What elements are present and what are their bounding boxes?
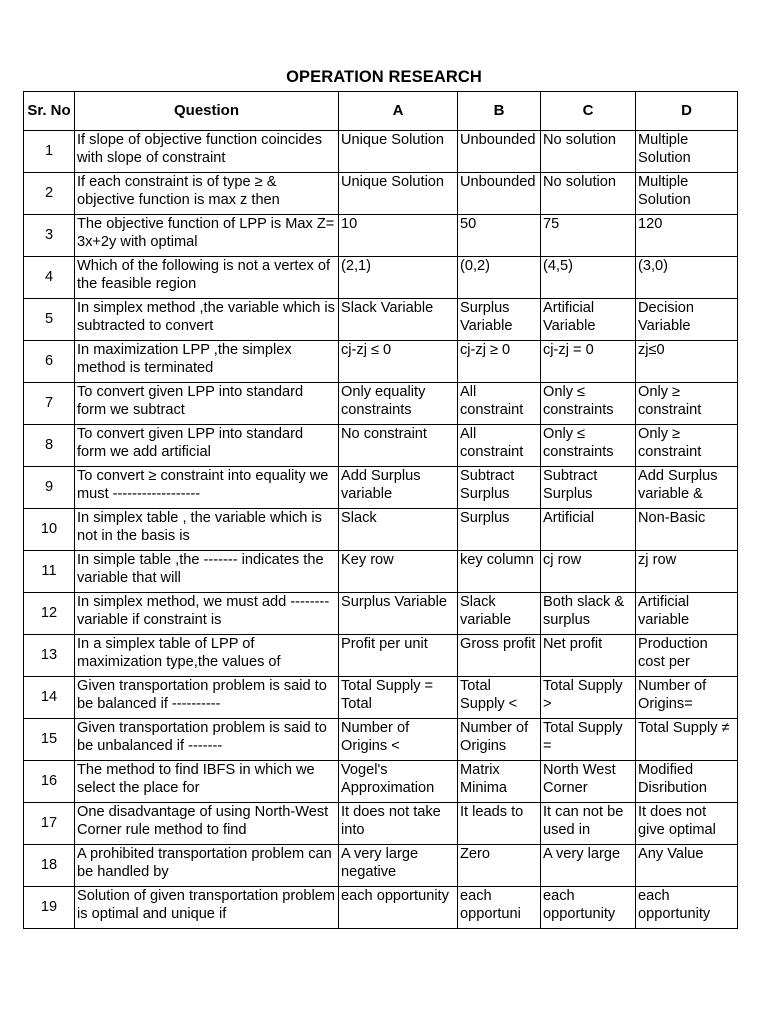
- question-cell: [75, 635, 339, 677]
- option-b-cell: [458, 215, 541, 257]
- option-b-cell-text: Unbounded: [460, 132, 536, 148]
- question-cell: [75, 719, 339, 761]
- option-d-cell: [636, 215, 738, 257]
- option-c-cell: [541, 845, 636, 887]
- option-b-cell: [458, 761, 541, 803]
- option-a-cell-text: 10: [341, 216, 358, 232]
- option-b-cell: [458, 173, 541, 215]
- sr-no-cell: 1: [24, 131, 75, 173]
- table-row: [24, 887, 738, 929]
- header-row: [24, 92, 738, 131]
- header-question: Question: [75, 92, 339, 131]
- option-d-cell-text: zj≤0: [638, 342, 665, 358]
- option-c-cell: [541, 425, 636, 467]
- option-c-cell: [541, 299, 636, 341]
- option-d-cell-text: Modified Disribution: [638, 762, 707, 797]
- question-cell: [75, 593, 339, 635]
- option-b-cell: [458, 257, 541, 299]
- option-a-cell: [339, 593, 458, 635]
- option-a-cell-text: Slack Variable: [341, 300, 434, 316]
- option-a-cell: [339, 509, 458, 551]
- option-d-cell: [636, 299, 738, 341]
- question-cell: [75, 803, 339, 845]
- option-d-cell-text: zj row: [638, 552, 677, 568]
- option-c-cell: [541, 509, 636, 551]
- table-row: [24, 341, 738, 383]
- question-cell: [75, 131, 339, 173]
- question-cell-text: To convert given LPP into standard form we add artificial: [77, 426, 304, 461]
- question-cell-text: To convert given LPP into standard form we subtract: [77, 384, 304, 419]
- option-d-cell-text: each opportunity: [638, 888, 711, 923]
- question-cell-text: One disadvantage of using North-West Corner rule method to find: [77, 804, 329, 839]
- option-c-cell-text: It can not be used in: [543, 804, 624, 839]
- sr-no-cell: 6: [24, 341, 75, 383]
- option-d-cell-text: Production cost per: [638, 636, 708, 671]
- option-a-cell: [339, 467, 458, 509]
- sr-no-cell: 8: [24, 425, 75, 467]
- option-d-cell: [636, 509, 738, 551]
- question-cell-text: In maximization LPP ,the simplex method is terminated: [77, 342, 292, 377]
- option-d-cell: [636, 173, 738, 215]
- table-body: [24, 131, 738, 929]
- sr-no-cell: 19: [24, 887, 75, 929]
- question-cell: [75, 509, 339, 551]
- option-c-cell-text: each opportunity: [543, 888, 616, 923]
- table-row: [24, 131, 738, 173]
- option-c-cell: [541, 719, 636, 761]
- question-cell: [75, 425, 339, 467]
- option-a-cell-text: It does not take into: [341, 804, 441, 839]
- option-b-cell: [458, 383, 541, 425]
- option-a-cell: [339, 761, 458, 803]
- option-b-cell: [458, 887, 541, 929]
- option-b-cell-text: Gross profit: [460, 636, 536, 652]
- option-c-cell-text: Artificial: [543, 510, 595, 526]
- option-a-cell-text: Total Supply = Total: [341, 678, 434, 713]
- question-cell-text: Which of the following is not a vertex of the feasible region: [77, 258, 331, 293]
- option-d-cell-text: Number of Origins=: [638, 678, 707, 713]
- option-b-cell: [458, 551, 541, 593]
- option-c-cell-text: cj-zj = 0: [543, 342, 594, 358]
- table-row: [24, 383, 738, 425]
- option-d-cell: [636, 719, 738, 761]
- option-b-cell-text: Zero: [460, 846, 491, 862]
- option-d-cell: [636, 131, 738, 173]
- question-cell-text: The method to find IBFS in which we select the place for: [77, 762, 315, 797]
- option-c-cell-text: Net profit: [543, 636, 603, 652]
- sr-no-cell: 16: [24, 761, 75, 803]
- question-cell-text: Given transportation problem is said to be unbalanced if -------: [77, 720, 327, 755]
- option-d-cell-text: Decision Variable: [638, 300, 694, 335]
- header-d: D: [636, 92, 738, 131]
- option-b-cell: [458, 467, 541, 509]
- option-b-cell-text: All constraint: [460, 426, 524, 461]
- option-d-cell: [636, 803, 738, 845]
- option-a-cell: [339, 845, 458, 887]
- option-a-cell: [339, 383, 458, 425]
- option-b-cell-text: All constraint: [460, 384, 524, 419]
- option-c-cell: [541, 215, 636, 257]
- option-c-cell-text: Only ≤ constraints: [543, 384, 614, 419]
- option-d-cell-text: Only ≥ constraint: [638, 384, 702, 419]
- option-c-cell: [541, 635, 636, 677]
- option-a-cell-text: Vogel's Approximation: [341, 762, 435, 797]
- option-d-cell-text: (3,0): [638, 258, 669, 274]
- sr-no-cell: 4: [24, 257, 75, 299]
- option-a-cell-text: A very large negative: [341, 846, 419, 881]
- sr-no-cell: 13: [24, 635, 75, 677]
- option-a-cell-text: No constraint: [341, 426, 427, 442]
- table-row: [24, 425, 738, 467]
- table-row: [24, 719, 738, 761]
- option-c-cell-text: No solution: [543, 174, 617, 190]
- option-d-cell-text: Multiple Solution: [638, 174, 691, 209]
- option-c-cell-text: cj row: [543, 552, 582, 568]
- option-a-cell: [339, 131, 458, 173]
- option-d-cell: [636, 551, 738, 593]
- option-a-cell: [339, 299, 458, 341]
- option-b-cell: [458, 593, 541, 635]
- question-cell-text: Solution of given transportation problem is optimal and unique if: [77, 888, 335, 923]
- question-cell: [75, 551, 339, 593]
- header-a: A: [339, 92, 458, 131]
- option-d-cell-text: Only ≥ constraint: [638, 426, 702, 461]
- table-row: [24, 257, 738, 299]
- sr-no-cell: 10: [24, 509, 75, 551]
- option-d-cell: [636, 677, 738, 719]
- option-a-cell: [339, 677, 458, 719]
- option-d-cell: [636, 593, 738, 635]
- option-a-cell-text: Only equality constraints: [341, 384, 426, 419]
- option-b-cell-text: each opportuni: [460, 888, 521, 923]
- question-cell-text: Given transportation problem is said to be balanced if ----------: [77, 678, 327, 713]
- option-b-cell-text: Surplus: [460, 510, 510, 526]
- option-c-cell-text: Total Supply =: [543, 720, 623, 755]
- option-a-cell-text: Add Surplus variable: [341, 468, 421, 503]
- sr-no-cell: 14: [24, 677, 75, 719]
- option-b-cell: [458, 341, 541, 383]
- question-cell: [75, 677, 339, 719]
- option-c-cell: [541, 383, 636, 425]
- option-c-cell-text: Both slack & surplus: [543, 594, 625, 629]
- option-a-cell: [339, 719, 458, 761]
- question-cell-text: In simplex table , the variable which is not in the basis is: [77, 510, 322, 545]
- option-b-cell: [458, 803, 541, 845]
- table-row: [24, 593, 738, 635]
- option-d-cell: [636, 425, 738, 467]
- question-cell: [75, 761, 339, 803]
- table-row: [24, 845, 738, 887]
- option-b-cell-text: Total Supply <: [460, 678, 518, 713]
- option-a-cell-text: each opportunity: [341, 888, 449, 904]
- option-d-cell: [636, 761, 738, 803]
- question-cell: [75, 299, 339, 341]
- option-d-cell-text: Artificial variable: [638, 594, 690, 629]
- option-d-cell: [636, 467, 738, 509]
- option-d-cell: [636, 845, 738, 887]
- header-srno: Sr. No: [24, 92, 75, 131]
- table-row: [24, 509, 738, 551]
- option-c-cell: [541, 173, 636, 215]
- table-row: [24, 467, 738, 509]
- option-b-cell-text: key column: [460, 552, 534, 568]
- option-a-cell: [339, 803, 458, 845]
- option-c-cell-text: (4,5): [543, 258, 574, 274]
- option-c-cell-text: Total Supply >: [543, 678, 623, 713]
- question-cell-text: In simplex method, we must add -------- variable if constraint is: [77, 594, 330, 629]
- option-c-cell-text: 75: [543, 216, 560, 232]
- option-b-cell-text: Matrix Minima: [460, 762, 508, 797]
- option-b-cell: [458, 509, 541, 551]
- option-c-cell: [541, 887, 636, 929]
- option-c-cell-text: Only ≤ constraints: [543, 426, 614, 461]
- option-d-cell: [636, 635, 738, 677]
- option-c-cell: [541, 803, 636, 845]
- question-cell-text: In a simplex table of LPP of maximization type,the values of: [77, 636, 281, 671]
- option-a-cell-text: Key row: [341, 552, 394, 568]
- option-d-cell-text: It does not give optimal: [638, 804, 716, 839]
- option-c-cell-text: Artificial Variable: [543, 300, 596, 335]
- sr-no-cell: 11: [24, 551, 75, 593]
- option-c-cell: [541, 677, 636, 719]
- option-c-cell: [541, 593, 636, 635]
- option-d-cell-text: Multiple Solution: [638, 132, 691, 167]
- question-cell: [75, 383, 339, 425]
- table-row: [24, 551, 738, 593]
- question-cell: [75, 467, 339, 509]
- option-a-cell: [339, 551, 458, 593]
- option-a-cell: [339, 635, 458, 677]
- option-c-cell: [541, 761, 636, 803]
- option-d-cell-text: 120: [638, 216, 663, 232]
- option-b-cell-text: Subtract Surplus: [460, 468, 515, 503]
- option-c-cell: [541, 551, 636, 593]
- sr-no-cell: 7: [24, 383, 75, 425]
- option-a-cell-text: Slack: [341, 510, 377, 526]
- option-a-cell: [339, 215, 458, 257]
- option-a-cell-text: Surplus Variable: [341, 594, 447, 610]
- option-a-cell-text: Number of Origins <: [341, 720, 410, 755]
- question-table: [23, 91, 738, 929]
- option-c-cell: [541, 257, 636, 299]
- option-c-cell-text: North West Corner: [543, 762, 616, 797]
- option-d-cell-text: Total Supply ≠: [638, 720, 730, 736]
- header-c: C: [541, 92, 636, 131]
- option-b-cell: [458, 299, 541, 341]
- sr-no-cell: 12: [24, 593, 75, 635]
- table-row: [24, 299, 738, 341]
- option-a-cell: [339, 257, 458, 299]
- table-row: [24, 173, 738, 215]
- option-c-cell: [541, 467, 636, 509]
- option-b-cell: [458, 845, 541, 887]
- table-row: [24, 215, 738, 257]
- question-cell: [75, 845, 339, 887]
- question-cell-text: In simple table ,the ------- indicates the variable that will: [77, 552, 324, 587]
- option-d-cell-text: Non-Basic: [638, 510, 706, 526]
- page-title: OPERATION RESEARCH: [286, 68, 482, 86]
- sr-no-cell: 3: [24, 215, 75, 257]
- option-a-cell: [339, 173, 458, 215]
- question-cell: [75, 173, 339, 215]
- header-b: B: [458, 92, 541, 131]
- option-b-cell-text: (0,2): [460, 258, 491, 274]
- question-cell: [75, 887, 339, 929]
- question-cell-text: To convert ≥ constraint into equality we must ------------------: [77, 468, 329, 503]
- option-b-cell-text: 50: [460, 216, 477, 232]
- option-d-cell-text: Any Value: [638, 846, 704, 862]
- option-d-cell: [636, 341, 738, 383]
- option-d-cell: [636, 257, 738, 299]
- option-b-cell-text: Number of Origins: [460, 720, 529, 755]
- option-b-cell-text: Surplus Variable: [460, 300, 513, 335]
- option-d-cell: [636, 887, 738, 929]
- sr-no-cell: 17: [24, 803, 75, 845]
- table-row: [24, 761, 738, 803]
- option-a-cell-text: Unique Solution: [341, 174, 445, 190]
- sr-no-cell: 9: [24, 467, 75, 509]
- option-c-cell-text: No solution: [543, 132, 617, 148]
- option-a-cell: [339, 425, 458, 467]
- option-b-cell: [458, 635, 541, 677]
- option-a-cell: [339, 341, 458, 383]
- option-b-cell-text: cj-zj ≥ 0: [460, 342, 511, 358]
- option-d-cell: [636, 383, 738, 425]
- option-c-cell: [541, 341, 636, 383]
- question-cell-text: In simplex method ,the variable which is subtracted to convert: [77, 300, 335, 335]
- option-b-cell: [458, 719, 541, 761]
- question-cell: [75, 341, 339, 383]
- option-a-cell-text: Profit per unit: [341, 636, 428, 652]
- sr-no-cell: 18: [24, 845, 75, 887]
- sr-no-cell: 15: [24, 719, 75, 761]
- option-c-cell: [541, 131, 636, 173]
- table-row: [24, 803, 738, 845]
- sr-no-cell: 5: [24, 299, 75, 341]
- sr-no-cell: 2: [24, 173, 75, 215]
- option-b-cell-text: It leads to: [460, 804, 524, 820]
- option-b-cell-text: Unbounded: [460, 174, 536, 190]
- option-a-cell: [339, 887, 458, 929]
- option-c-cell-text: A very large: [543, 846, 621, 862]
- option-a-cell-text: cj-zj ≤ 0: [341, 342, 392, 358]
- option-b-cell: [458, 131, 541, 173]
- question-cell-text: The objective function of LPP is Max Z= 3x+2y with optimal: [77, 216, 335, 251]
- question-cell: [75, 215, 339, 257]
- option-b-cell: [458, 677, 541, 719]
- question-cell-text: If each constraint is of type ≥ & objective function is max z then: [77, 174, 280, 209]
- table-row: [24, 677, 738, 719]
- option-b-cell-text: Slack variable: [460, 594, 512, 629]
- table-row: [24, 635, 738, 677]
- option-b-cell: [458, 425, 541, 467]
- question-cell-text: A prohibited transportation problem can be handled by: [77, 846, 332, 881]
- option-d-cell-text: Add Surplus variable &: [638, 468, 718, 503]
- question-cell: [75, 257, 339, 299]
- question-cell-text: If slope of objective function coincides with slope of constraint: [77, 132, 322, 167]
- option-a-cell-text: Unique Solution: [341, 132, 445, 148]
- option-c-cell-text: Subtract Surplus: [543, 468, 598, 503]
- option-a-cell-text: (2,1): [341, 258, 372, 274]
